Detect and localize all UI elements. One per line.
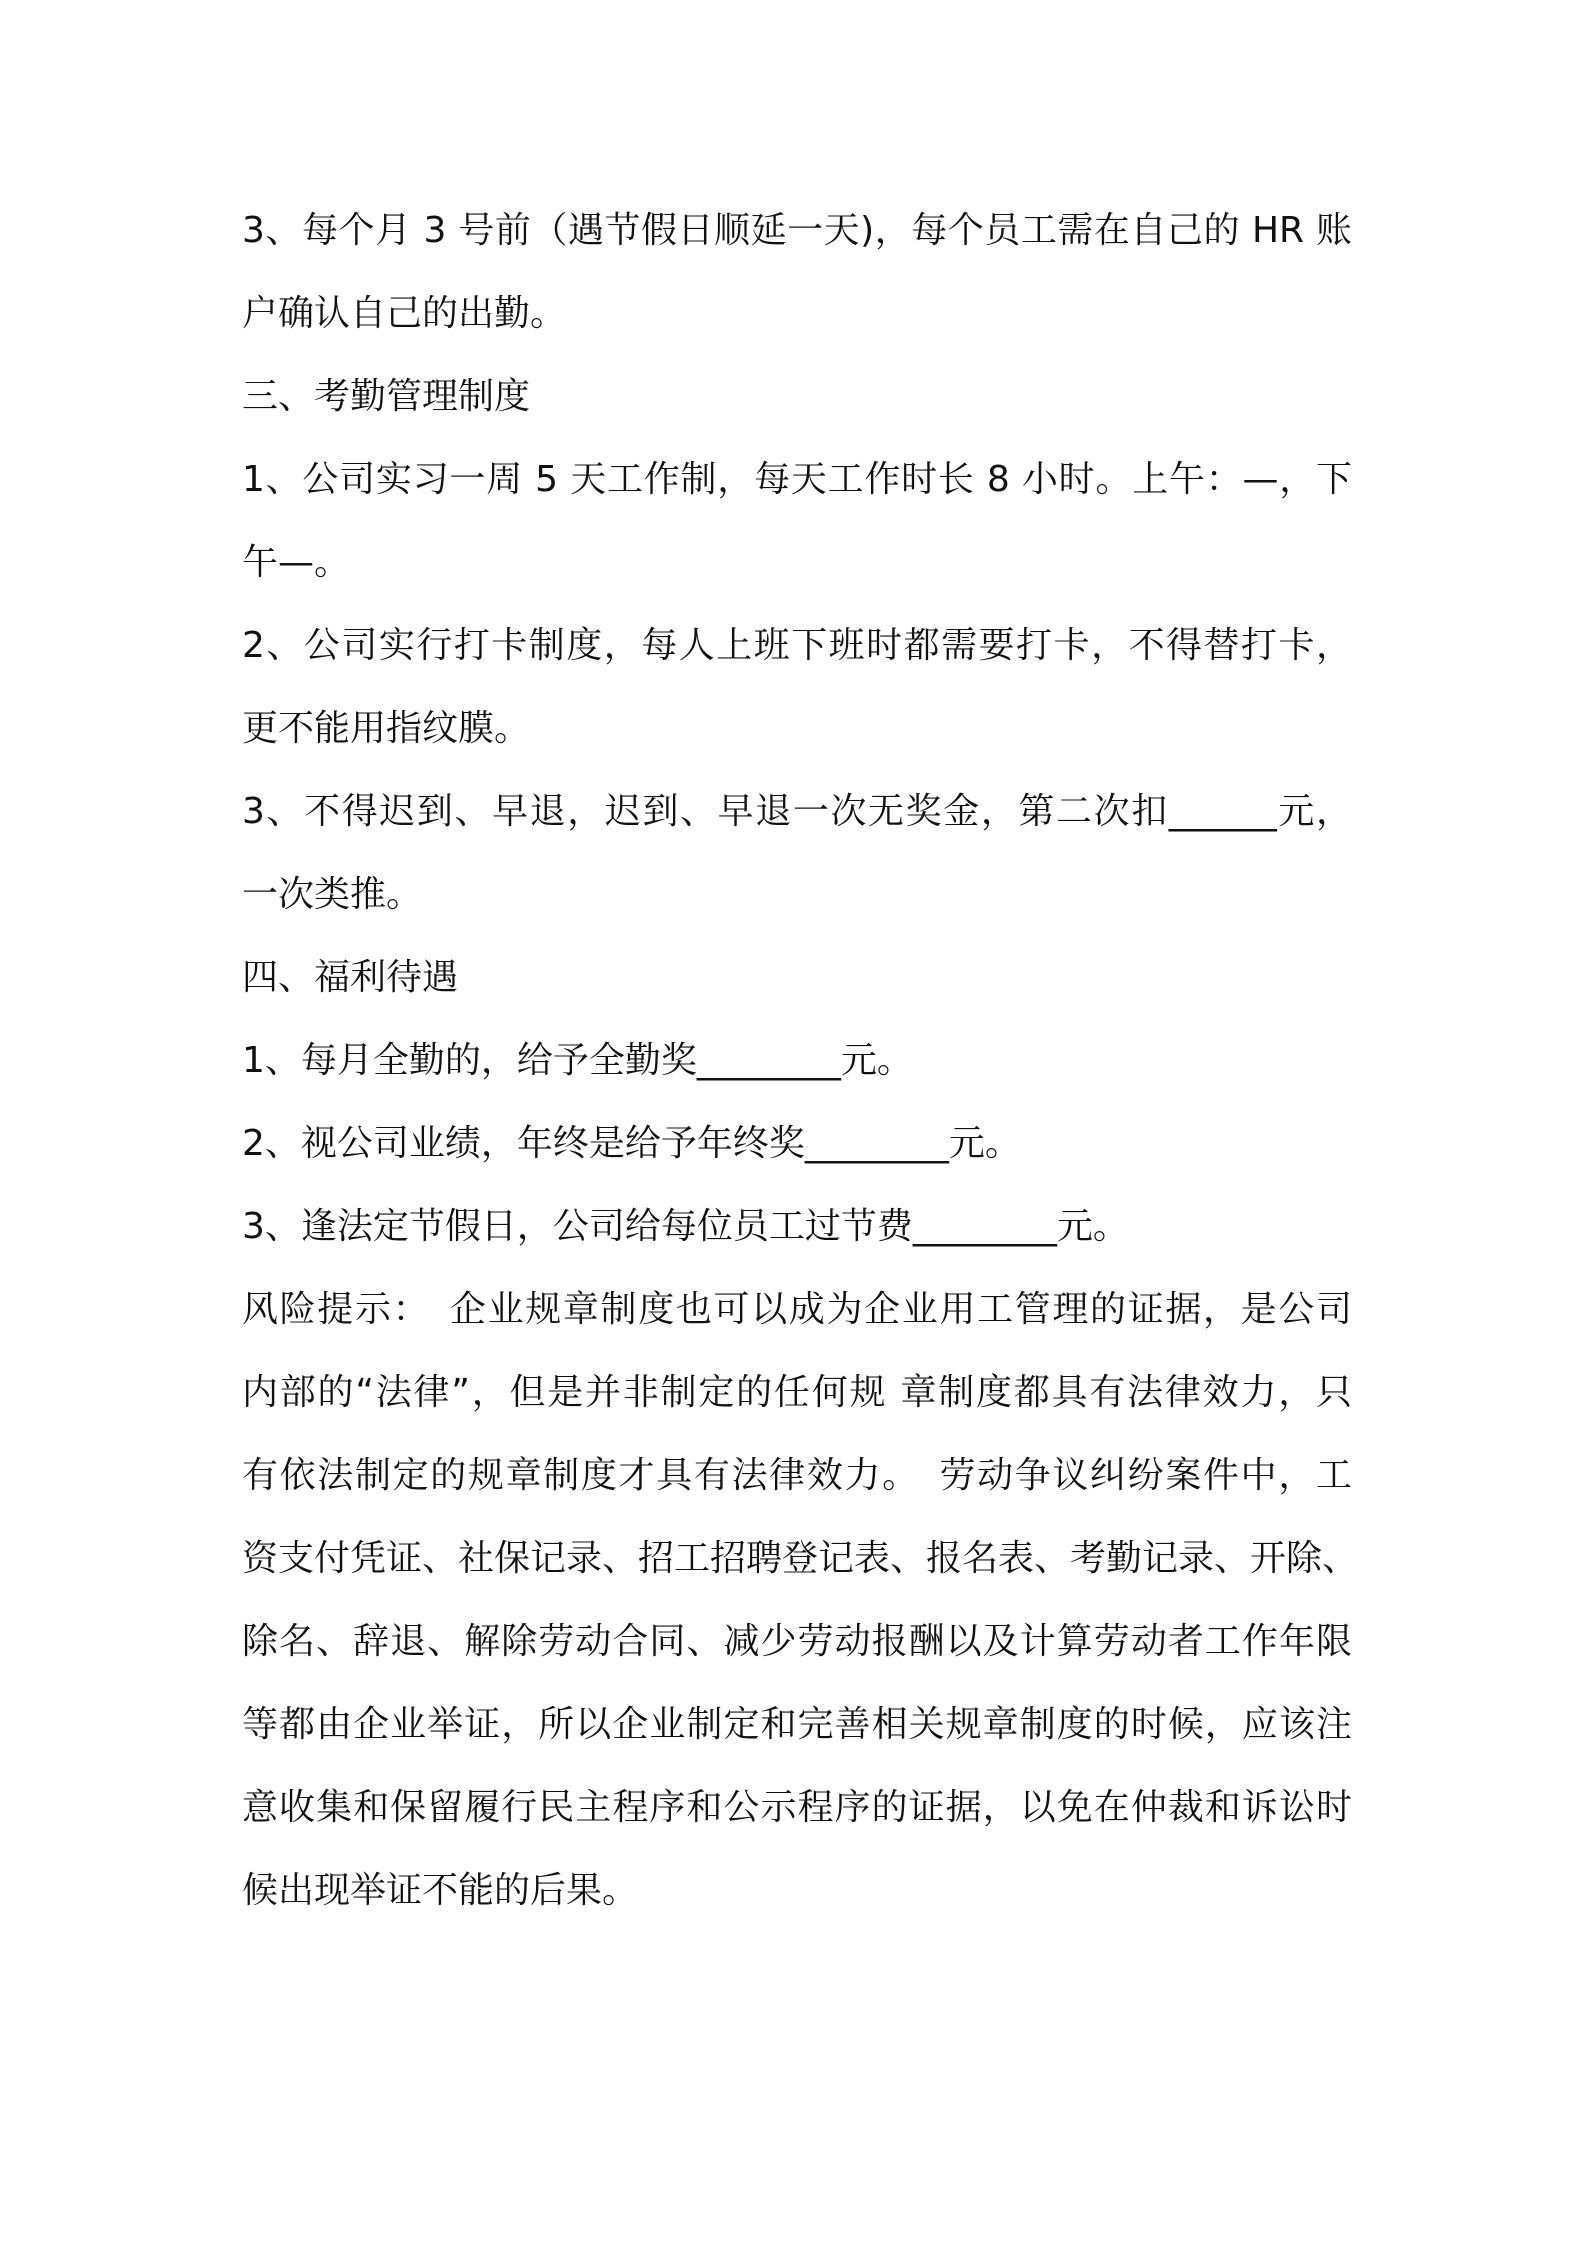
text-line: 内部的“法律”，但是并非制定的任何规 章制度都具有法律效力，只: [242, 1372, 1352, 1413]
text-line: 更不能用指纹膜。: [242, 708, 531, 749]
text-line: 2、公司实行打卡制度，每人上班下班时都需要打卡，不得替打卡，: [242, 625, 1352, 666]
text-line: 风险提示： 企业规章制度也可以成为企业用工管理的证据，是公司: [242, 1289, 1352, 1330]
text-line: 3、每个月 3 号前（遇节假日顺延一天)，每个员工需在自己的 HR 账: [242, 210, 1352, 251]
text-line: 1、每月全勤的，给予全勤奖________元。: [242, 1040, 913, 1081]
document-page: [242, 195, 1359, 1938]
section-heading: 三、考勤管理制度: [242, 376, 531, 417]
text-line: 户确认自己的出勤。: [242, 293, 567, 334]
text-line: 意收集和保留履行民主程序和公示程序的证据，以免在仲裁和诉讼时: [242, 1787, 1352, 1828]
text-line: 3、逢法定节假日，公司给每位员工过节费________元。: [242, 1206, 1129, 1247]
text-line: 午—。: [242, 542, 351, 583]
text-line: 一次类推。: [242, 874, 423, 915]
text-line: 1、公司实习一周 5 天工作制，每天工作时长 8 小时。上午：—，下: [242, 459, 1352, 500]
text-line: 资支付凭证、社保记录、招工招聘登记表、报名表、考勤记录、开除、: [242, 1538, 1359, 1579]
text-line: 3、不得迟到、早退，迟到、早退一次无奖金，第二次扣______元，: [242, 791, 1352, 832]
section-heading: 四、福利待遇: [242, 957, 459, 998]
text-line: 除名、辞退、解除劳动合同、减少劳动报酬以及计算劳动者工作年限: [242, 1621, 1352, 1662]
text-line: 候出现举证不能的后果。: [242, 1870, 639, 1911]
text-line: 等都由企业举证，所以企业制定和完善相关规章制度的时候，应该注: [242, 1704, 1352, 1745]
text-line: 有依法制定的规章制度才具有法律效力。 劳动争议纠纷案件中，工: [242, 1455, 1352, 1496]
text-line: 2、视公司业绩，年终是给予年终奖________元。: [242, 1123, 1021, 1164]
